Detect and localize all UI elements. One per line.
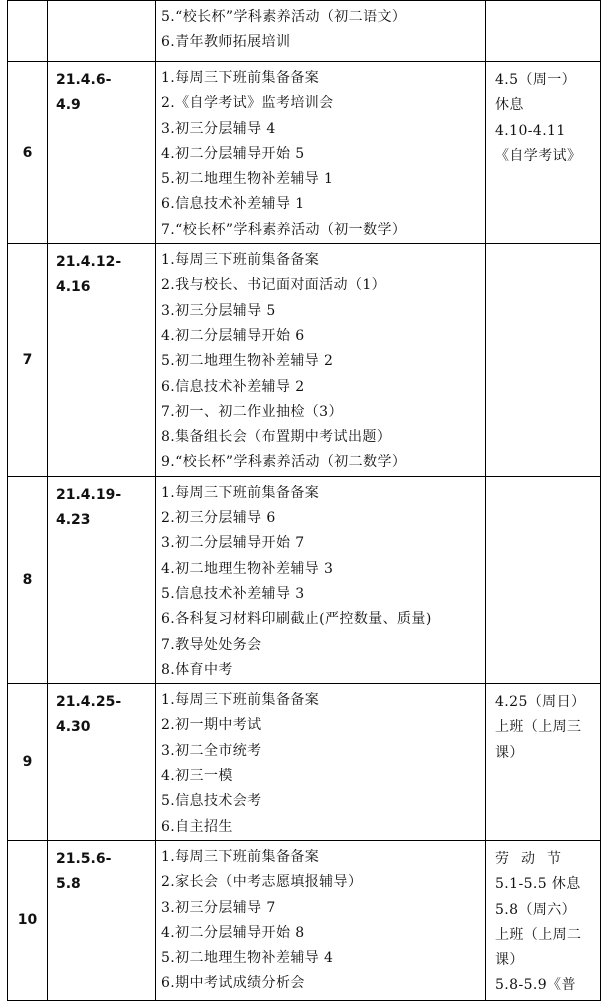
task-item: 5.初二地理生物补差辅导 2 (161, 353, 334, 370)
task-item: 3.初三分层辅导 4 (161, 120, 276, 137)
date-range (48, 840, 156, 1000)
remark-line: 4.5（周一） (495, 72, 577, 88)
week-number: 9 (8, 684, 48, 841)
task-item: 6.信息技术补差辅导 2 (161, 378, 305, 395)
task-item: 8.体育中考 (161, 661, 233, 678)
remark-line: 5.1-5.5 休息 (495, 876, 581, 893)
remark-line: 4.10-4.11 (495, 122, 566, 139)
task-item: 7.教导处处务会 (161, 636, 262, 653)
date-line: 21.4.25- (56, 694, 122, 711)
schedule-row (8, 476, 601, 683)
task-item: 6.青年教师拓展培训 (161, 34, 291, 51)
remark-line: 4.25（周日） (495, 694, 586, 711)
task-item: 5.信息技术补差辅导 3 (161, 585, 305, 602)
remarks (486, 62, 601, 244)
remark-line: 课） (495, 744, 524, 761)
task-item: 5.初二地理生物补差辅导 1 (161, 171, 334, 188)
date-line: 5.8 (56, 875, 81, 892)
task-item: 4.初二分层辅导开始 8 (161, 924, 305, 941)
task-item: 6.自主招生 (161, 818, 233, 835)
task-item: 6.期中考试成绩分析会 (161, 975, 305, 992)
task-item: 4.初三一模 (161, 768, 233, 785)
week-number: 10 (8, 840, 48, 1000)
task-item: 6.信息技术补差辅导 1 (161, 196, 305, 213)
task-item: 1.每周三下班前集备备案 (161, 848, 320, 865)
remarks (486, 476, 601, 683)
task-item: 6.各科复习材料印刷截止(严控数量、质量) (161, 611, 432, 628)
remark-line: 劳动节 (495, 850, 573, 867)
date-line: 21.4.12- (56, 254, 122, 271)
task-item: 2.家长会（中考志愿填报辅导） (161, 874, 363, 891)
task-item: 3.初二分层辅导开始 7 (161, 535, 305, 552)
remarks (486, 684, 601, 841)
task-list (156, 840, 486, 1000)
remark-line: 《自学考试》 (495, 147, 582, 164)
remark-line: 课） (495, 952, 524, 969)
schedule-row (8, 684, 601, 841)
task-item: 4.初二分层辅导开始 6 (161, 327, 305, 344)
remarks (486, 840, 601, 1000)
week-number (8, 1, 48, 62)
task-item: 4.初二分层辅导开始 5 (161, 145, 305, 162)
remark-line: 5.8-5.9《普 (495, 977, 576, 994)
week-number: 7 (8, 244, 48, 477)
task-item: 5.初二地理生物补差辅导 4 (161, 950, 334, 967)
week-number: 6 (8, 62, 48, 244)
task-list (156, 476, 486, 683)
schedule-body (8, 1, 601, 1001)
task-item: 8.集备组长会（布置期中考试出题） (161, 429, 392, 446)
date-range (48, 62, 156, 244)
task-item: 3.初三分层辅导 7 (161, 899, 276, 916)
date-line: 4.16 (56, 279, 91, 296)
schedule-row (8, 840, 601, 1000)
task-item: 2.《自学考试》监考培训会 (161, 95, 334, 112)
date-line: 4.23 (56, 511, 91, 528)
date-range (48, 244, 156, 477)
schedule-table (7, 0, 601, 1001)
task-list (156, 62, 486, 244)
date-line: 4.30 (56, 719, 91, 736)
schedule-row (8, 1, 601, 62)
task-item: 7.初一、初二作业抽检（3） (161, 403, 343, 420)
schedule-row (8, 244, 601, 477)
task-item: 2.初三分层辅导 6 (161, 510, 276, 527)
task-item: 3.初二全市统考 (161, 742, 262, 759)
remarks (486, 1, 601, 62)
remark-line: 上班（上周三 (495, 719, 582, 736)
task-item: 5.“校长杯”学科素养活动（初二语文） (161, 9, 407, 25)
date-range (48, 1, 156, 62)
date-line: 21.4.6- (56, 72, 112, 88)
date-range (48, 684, 156, 841)
task-item: 2.初一期中考试 (161, 717, 262, 734)
schedule-row (8, 62, 601, 244)
task-item: 1.每周三下班前集备备案 (161, 484, 320, 501)
date-line: 21.4.19- (56, 486, 122, 503)
task-item: 9.“校长杯”学科素养活动（初二数学） (161, 454, 407, 471)
remark-line: 上班（上周二 (495, 926, 582, 943)
task-item: 1.每周三下班前集备备案 (161, 252, 320, 269)
task-item: 2.我与校长、书记面对面活动（1） (161, 277, 387, 294)
task-list (156, 1, 486, 62)
task-item: 7.“校长杯”学科素养活动（初一数学） (161, 221, 407, 238)
task-item: 5.信息技术会考 (161, 793, 262, 810)
date-range (48, 476, 156, 683)
task-item: 4.初二地理生物补差辅导 3 (161, 560, 334, 577)
week-number: 8 (8, 476, 48, 683)
task-list (156, 244, 486, 477)
task-item: 1.每周三下班前集备备案 (161, 692, 320, 709)
remarks (486, 244, 601, 477)
remark-line: 休息 (495, 97, 524, 114)
date-line: 4.9 (56, 97, 81, 113)
task-item: 1.每周三下班前集备备案 (161, 70, 320, 86)
date-line: 21.5.6- (56, 850, 112, 867)
task-list (156, 684, 486, 841)
task-item: 3.初三分层辅导 5 (161, 302, 276, 319)
remark-line: 5.8（周六） (495, 901, 577, 918)
